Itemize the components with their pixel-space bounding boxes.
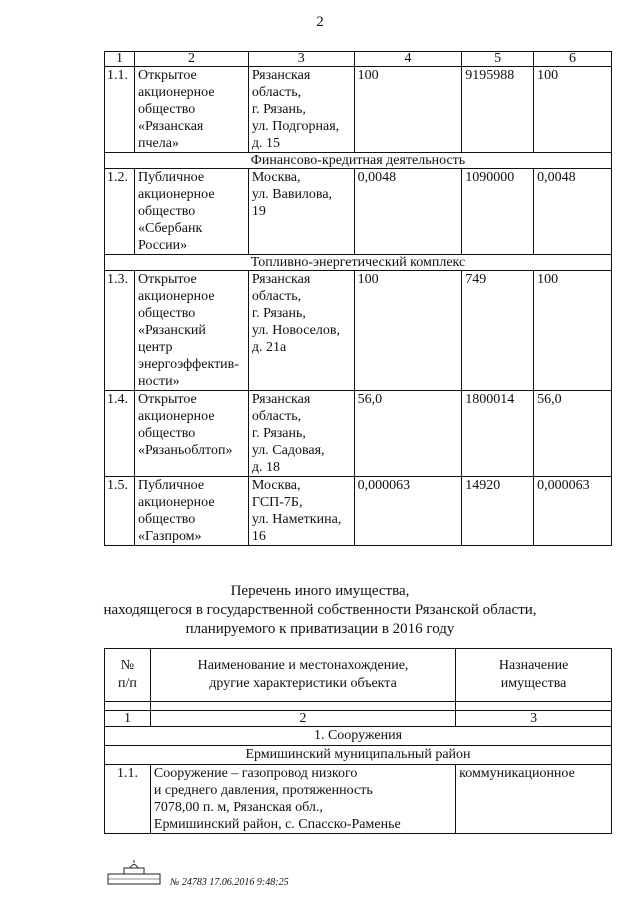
table-row [105,271,612,391]
company-address: Москва, ул. Вавилова, 19 [248,169,354,255]
table-row [105,391,612,477]
share-percent: 0,0048 [354,169,462,255]
company-address: Рязанская область, г. Рязань, ул. Новоселов, д. 21а [248,271,354,391]
column-index: 1 [105,711,151,727]
column-index: 4 [354,52,462,67]
company-name: Публичное акционерное общество «Газпром» [134,477,248,546]
row-number: 1.3. [105,271,135,391]
column-index: 3 [456,711,612,727]
row-number: 1.4. [105,391,135,477]
column-index: 5 [462,52,534,67]
share-count: 1800014 [462,391,534,477]
share-percent: 56,0 [354,391,462,477]
company-name: Открытое акционерное общество «Рязанская пчела» [134,67,248,153]
table-row [105,67,612,153]
row-number: 1.1. [105,765,151,834]
column-index: 6 [534,52,612,67]
company-address: Рязанская область, г. Рязань, ул. Подгорная, д. 15 [248,67,354,153]
company-name: Открытое акционерное общество «Рязаньоблтоп» [134,391,248,477]
share-percent: 0,000063 [354,477,462,546]
share-percent: 100 [354,67,462,153]
share-count: 14920 [462,477,534,546]
object-purpose: коммуникационное [456,765,612,834]
column-index: 3 [248,52,354,67]
district-heading: Ермишинский муниципальный район [105,746,612,765]
column-index-row [105,711,612,727]
row-number: 1.2. [105,169,135,255]
document-footer [104,858,289,888]
table-row [105,477,612,546]
document-registration-info: № 24783 17.06.2016 9:48:25 [170,877,289,888]
privatized-percent: 0,0048 [534,169,612,255]
company-address: Москва, ГСП-7Б, ул. Наметкина, 16 [248,477,354,546]
share-count: 9195988 [462,67,534,153]
row-number: 1.1. [105,67,135,153]
shares-table-header [105,52,612,67]
registry-stamp-icon [104,858,164,888]
section-heading: 1. Сооружения [105,727,612,746]
header-purpose: Назначение имущества [456,649,612,702]
privatized-percent: 100 [534,271,612,391]
page-number: 2 [316,14,324,30]
column-index: 2 [150,711,455,727]
column-index: 2 [134,52,248,67]
shares-table [104,51,612,546]
table-row [105,765,612,834]
section-heading: Топливно-энергетический комплекс [105,255,612,271]
column-index: 1 [105,52,135,67]
share-count: 749 [462,271,534,391]
table-row [105,169,612,255]
object-description: Сооружение – газопровод низкого и среднего давления, протяженность 7078,00 п. м, Рязанская обл., Ермишинский район, с. Спасско-Раменье [150,765,455,834]
share-percent: 100 [354,271,462,391]
company-name: Публичное акционерное общество «Сбербанк России» [134,169,248,255]
row-number: 1.5. [105,477,135,546]
section-heading: Финансово-кредитная деятельность [105,153,612,169]
company-name: Открытое акционерное общество «Рязанский центр энергоэффектив- ности» [134,271,248,391]
property-table-header [105,649,612,702]
property-table [104,648,612,834]
share-count: 1090000 [462,169,534,255]
property-list-title: Перечень иного имущества, находящегося в государственной собственности Рязанской области, планируемого к приватизации в 2016 году [103,583,537,637]
header-number: № п/п [105,649,151,702]
company-address: Рязанская область, г. Рязань, ул. Садовая, д. 18 [248,391,354,477]
header-description: Наименование и местонахождение, другие характеристики объекта [150,649,455,702]
privatized-percent: 100 [534,67,612,153]
privatized-percent: 0,000063 [534,477,612,546]
privatized-percent: 56,0 [534,391,612,477]
